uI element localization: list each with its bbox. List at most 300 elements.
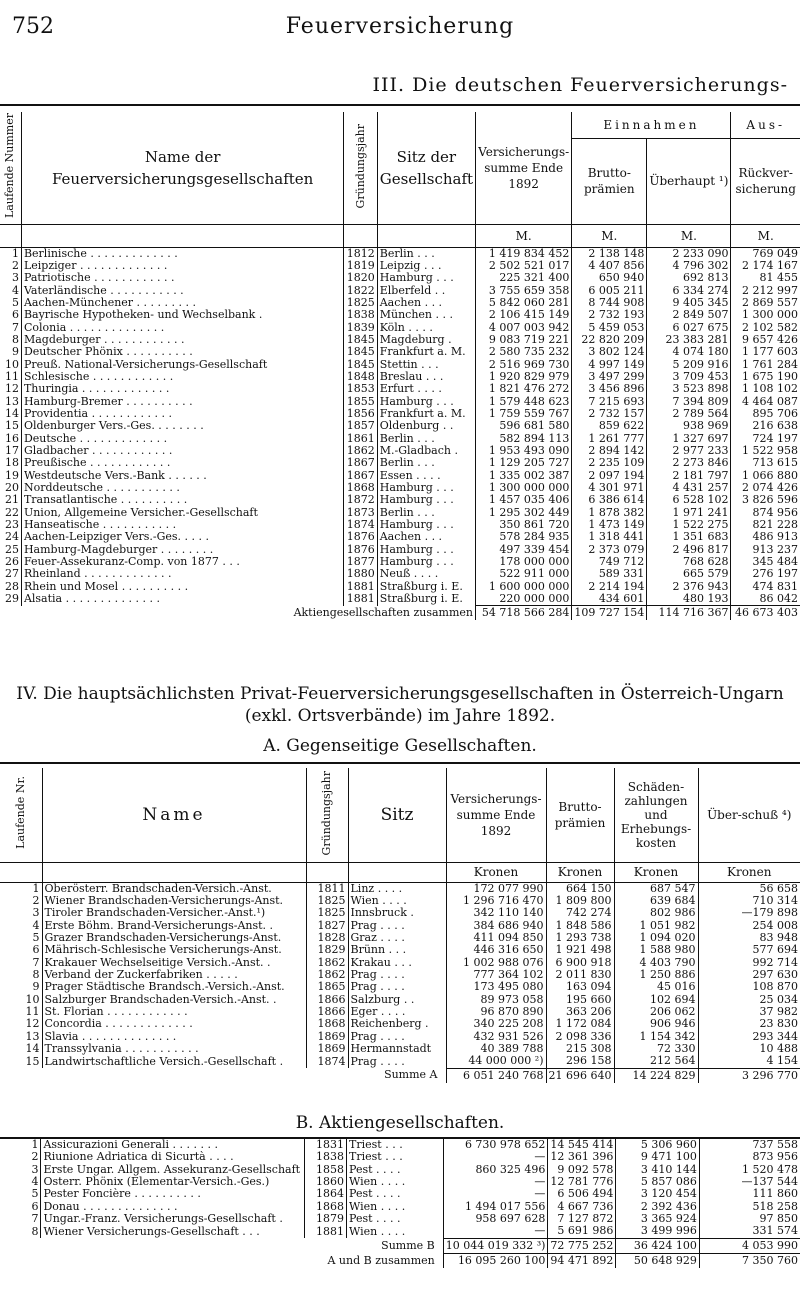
table-cell: 384 686 940: [446, 920, 546, 932]
table-cell: 102 694: [614, 994, 698, 1006]
table-cell: 37 982: [759, 1005, 798, 1018]
table-cell: 12 781 776: [548, 1176, 616, 1188]
table-cell: 96 870 890: [446, 1006, 546, 1018]
table-cell: Berlin . . .: [377, 433, 475, 445]
table-cell: 2 732 157: [572, 408, 647, 420]
total-cell: 54 718 566 284: [476, 606, 572, 621]
table-cell: 28: [0, 581, 21, 593]
table-row: [0, 507, 800, 519]
table-cell: 3 523 898: [647, 383, 731, 395]
table-cell: 578 284 935: [476, 531, 572, 543]
table-row: [0, 359, 800, 371]
section-subtitle-IV: (exkl. Ortsverbände) im Jahre 1892.: [244, 706, 556, 726]
col-header-schaden: Schäden-zahlungen und Erhebungs-kosten: [614, 768, 698, 862]
table-cell: 29: [0, 593, 21, 606]
table-cell: 1825: [344, 297, 377, 309]
table-cell: Providentia . . . . . . . . . . . .: [21, 408, 343, 420]
table-row: [0, 433, 800, 445]
table-cell: 1873: [344, 507, 377, 519]
table-cell: 6 528 102: [647, 494, 731, 506]
table-cell: 895 706: [752, 407, 798, 420]
table-cell: Transsylvania . . . . . . . . . . .: [42, 1043, 306, 1055]
table-cell: 4 301 971: [572, 482, 647, 494]
table-cell: 1811: [306, 882, 348, 895]
table-cell: 11: [0, 371, 21, 383]
table-cell: 2 214 194: [572, 581, 647, 593]
table-cell: 26: [0, 556, 21, 568]
table-cell: 1: [0, 882, 42, 895]
table-cell: 1 094 020: [614, 932, 698, 944]
table-cell: 1860: [305, 1176, 347, 1188]
table-cell: Prag . . . .: [348, 1031, 446, 1043]
table-cell: 913 237: [752, 543, 798, 556]
table-row: [0, 920, 800, 932]
table-cell: 2: [0, 895, 42, 907]
table-cell: 8 744 908: [572, 297, 647, 309]
table-cell: Aachen-Münchener . . . . . . . . .: [21, 297, 343, 309]
table-cell: 4 407 856: [572, 260, 647, 272]
unit-label: M.: [731, 224, 800, 247]
table-cell: Krakauer Wechselseitige Versich.-Anst. .: [42, 957, 306, 969]
table-cell: 178 000 000: [476, 556, 572, 568]
table-cell: Deutsche . . . . . . . . . . . . .: [21, 433, 343, 445]
table-cell: 664 150: [546, 882, 614, 895]
table-cell: 14 545 414: [548, 1138, 616, 1151]
table-cell: 6: [0, 309, 21, 321]
table-cell: 27: [0, 568, 21, 580]
col-header-brutto: Brutto-prämien: [546, 768, 614, 862]
table-cell: 9 657 426: [742, 333, 798, 346]
table-cell: 3 499 996: [616, 1225, 699, 1238]
table-cell: 163 094: [546, 981, 614, 993]
table-cell: 1856: [344, 408, 377, 420]
table-cell: Eger . . . .: [348, 1006, 446, 1018]
table-row: [0, 593, 800, 606]
table-cell: M.-Gladbach .: [377, 445, 475, 457]
table-cell: 2 138 148: [572, 247, 647, 260]
table-cell: 296 158: [546, 1055, 614, 1068]
table-cell: 446 316 650: [446, 944, 546, 956]
table-cell: 173 495 080: [446, 981, 546, 993]
table-row: [0, 494, 800, 506]
table-cell: 1 250 886: [614, 969, 698, 981]
table-cell: 434 601: [572, 593, 647, 606]
table-cell: 2 894 142: [572, 445, 647, 457]
table-row: [0, 907, 800, 919]
table-cell: 22: [0, 507, 21, 519]
table-cell: Hamburg . . .: [377, 396, 475, 408]
table-cell: 9: [0, 346, 21, 358]
table-cell: 1865: [306, 981, 348, 993]
unit-label: Kronen: [698, 862, 800, 882]
table-cell: Frankfurt a. M.: [377, 408, 475, 420]
table-cell: 710 314: [752, 894, 798, 907]
table-cell: 1853: [344, 383, 377, 395]
table-cell: 4 007 003 942: [476, 322, 572, 334]
table-row: [0, 556, 800, 568]
table-cell: Hamburg . . .: [377, 494, 475, 506]
table-cell: 2 496 817: [647, 544, 731, 556]
col-header-rueck: Rückver-sicherung: [731, 138, 800, 224]
table-cell: 1 327 697: [647, 433, 731, 445]
table-row: [0, 445, 800, 457]
table-row: [0, 470, 800, 482]
table-cell: 1 129 205 727: [476, 457, 572, 469]
table-cell: 25: [0, 544, 21, 556]
table-cell: Aachen . . .: [377, 297, 475, 309]
table-cell: 1 761 284: [742, 358, 798, 371]
table-cell: 2 097 194: [572, 470, 647, 482]
table-cell: 1 953 493 090: [476, 445, 572, 457]
table-cell: 1820: [344, 272, 377, 284]
col-header-sum: Versicherungs-summe Ende 1892: [446, 768, 546, 862]
table-cell: 10 488: [759, 1042, 798, 1055]
col-header-year: Gründungsjahr: [344, 112, 377, 224]
table-cell: Prag . . . .: [348, 969, 446, 981]
table-cell: 25 034: [759, 993, 798, 1006]
table-cell: Oldenburg . .: [377, 420, 475, 432]
table-cell: 860 325 496: [443, 1164, 548, 1176]
table-cell: 1881: [305, 1225, 347, 1238]
table-cell: 6 027 675: [647, 322, 731, 334]
table-cell: 2 376 943: [647, 581, 731, 593]
table-cell: 5 842 060 281: [476, 297, 572, 309]
col-header-ueber: Über-schuß ⁴): [698, 768, 800, 862]
table-row: [0, 1031, 800, 1043]
table-cell: 5 209 916: [647, 359, 731, 371]
table-cell: München . . .: [377, 309, 475, 321]
table-cell: 1848: [344, 371, 377, 383]
col-header-sum: Versicherungs-summe Ende 1892: [476, 112, 572, 224]
table-cell: 518 258: [752, 1200, 798, 1213]
table-cell: 7 394 809: [647, 396, 731, 408]
sumA-cell: 3 296 770: [698, 1068, 800, 1083]
sumA-cell: 21 696 640: [546, 1068, 614, 1083]
table-row: [0, 981, 800, 993]
table-row: [0, 1043, 800, 1055]
sumAB-cell: 50 648 929: [616, 1253, 699, 1268]
table-cell: Hamburg . . .: [377, 482, 475, 494]
table-cell: 859 622: [572, 420, 647, 432]
table-cell: 522 911 000: [476, 568, 572, 580]
table-cell: 9 092 578: [548, 1164, 616, 1176]
section-title-A: A. Gegenseitige Gesellschaften.: [263, 736, 537, 756]
table-cell: 9 405 345: [647, 297, 731, 309]
sumB-label: Summe B: [0, 1238, 443, 1253]
table-cell: 6 900 918: [546, 957, 614, 969]
total-cell: 114 716 367: [647, 606, 731, 621]
table-cell: 1867: [344, 470, 377, 482]
unit-blank: [344, 224, 377, 247]
table-row: [0, 531, 800, 543]
table-cell: 6 334 274: [647, 285, 731, 297]
table-cell: 497 339 454: [476, 544, 572, 556]
table-cell: 1880: [344, 568, 377, 580]
table-cell: Hamburg . . .: [377, 544, 475, 556]
table-cell: 749 712: [572, 556, 647, 568]
table-cell: 19: [0, 470, 21, 482]
table-cell: 9 083 719 221: [476, 334, 572, 346]
table-row: [0, 1006, 800, 1018]
table-cell: 10: [0, 994, 42, 1006]
unit-label: M.: [476, 224, 572, 247]
table-cell: Bayrische Hypotheken- und Wechselbank .: [21, 309, 343, 321]
table-cell: 276 197: [752, 568, 798, 581]
table-cell: 1 172 084: [546, 1018, 614, 1030]
table-cell: Aachen-Leipziger Vers.-Ges. . . . .: [21, 531, 343, 543]
table-cell: 1 494 017 556: [443, 1201, 548, 1213]
unit-label: M.: [572, 224, 647, 247]
table-cell: 5 306 960: [616, 1138, 699, 1151]
table-cell: 5: [0, 1188, 41, 1200]
table-cell: 45 016: [614, 981, 698, 993]
table-cell: 2 181 797: [647, 470, 731, 482]
total-cell: 109 727 154: [572, 606, 647, 621]
table-cell: 4 997 149: [572, 359, 647, 371]
sumAB-cell: 94 471 892: [548, 1253, 616, 1268]
table-cell: Graz . . . .: [348, 932, 446, 944]
table-cell: Elberfeld . .: [377, 285, 475, 297]
table-cell: —179 898: [741, 907, 798, 920]
table-cell: 2 977 233: [647, 445, 731, 457]
table-cell: 1876: [344, 531, 377, 543]
table-cell: 769 049: [752, 247, 798, 260]
table-cell: 1827: [306, 920, 348, 932]
table-cell: Krakau . . .: [348, 957, 446, 969]
table-cell: 1867: [344, 457, 377, 469]
table-cell: 2 373 079: [572, 544, 647, 556]
table-cell: Hamburg-Magdeburger . . . . . . . .: [21, 544, 343, 556]
table-cell: Essen . . . .: [377, 470, 475, 482]
table-cell: 1845: [344, 334, 377, 346]
table-cell: 1838: [344, 309, 377, 321]
table-row: [0, 457, 800, 469]
table-row: [0, 1225, 800, 1238]
table-cell: 89 973 058: [446, 994, 546, 1006]
table-cell: Frankfurt a. M.: [377, 346, 475, 358]
table-cell: 1881: [344, 581, 377, 593]
table-cell: 1 520 478: [742, 1163, 798, 1176]
table-cell: Tiroler Brandschaden-Versicher.-Anst.¹): [42, 907, 306, 919]
table-cell: Thuringia . . . . . . . . . . . . .: [21, 383, 343, 395]
table-cell: Prag . . . .: [348, 920, 446, 932]
table-cell: 7: [0, 322, 21, 334]
table-cell: 480 193: [647, 593, 731, 606]
table-row: [0, 309, 800, 321]
table-cell: 1 335 002 387: [476, 470, 572, 482]
table-cell: 56 658: [759, 882, 798, 895]
table-cell: 577 694: [752, 944, 798, 957]
table-cell: 4 464 087: [742, 395, 798, 408]
table-cell: 906 946: [614, 1018, 698, 1030]
table-cell: Stettin . . .: [377, 359, 475, 371]
table-body-A: [0, 882, 800, 1068]
table-cell: 1 154 342: [614, 1031, 698, 1043]
table-cell: Prag . . . .: [348, 981, 446, 993]
table-cell: Westdeutsche Vers.-Bank . . . . . .: [21, 470, 343, 482]
table-cell: 3 365 924: [616, 1213, 699, 1225]
table-cell: 10: [0, 359, 21, 371]
table-cell: 1 675 190: [742, 370, 798, 383]
table-cell: Brünn . . .: [348, 944, 446, 956]
table-cell: 3 497 299: [572, 371, 647, 383]
table-cell: 742 274: [546, 907, 614, 919]
table-row: [0, 932, 800, 944]
table-cell: 4: [0, 285, 21, 297]
table-cell: 8: [0, 1225, 41, 1238]
table-cell: —: [443, 1151, 548, 1163]
unit-blank: [42, 862, 306, 882]
table-cell: 14: [0, 408, 21, 420]
table-row: [0, 482, 800, 494]
table-cell: Landwirtschaftliche Versich.-Gesellschaft .: [42, 1055, 306, 1068]
total-label: Aktiengesellschaften zusammen: [0, 606, 476, 621]
table-cell: 486 913: [752, 531, 798, 544]
table-cell: —: [443, 1188, 548, 1200]
table-cell: 1: [0, 1138, 41, 1151]
table-cell: 1825: [306, 907, 348, 919]
table-cell: Straßburg i. E.: [377, 581, 475, 593]
table-cell: 665 579: [647, 568, 731, 580]
table-cell: Pest . . . .: [347, 1213, 444, 1225]
table-cell: Union, Allgemeine Versicher.-Gesellschaft: [21, 507, 343, 519]
table-cell: 3 709 453: [647, 371, 731, 383]
table-cell: 1 293 738: [546, 932, 614, 944]
table-row: [0, 544, 800, 556]
table-cell: 16: [0, 433, 21, 445]
table-cell: Mährisch-Schlesische Versicherungs-Anst.: [42, 944, 306, 956]
rule-A: [0, 762, 800, 764]
table-cell: Vaterländische . . . . . . . . . . .: [21, 285, 343, 297]
table-cell: 821 228: [752, 519, 798, 532]
table-cell: 1857: [344, 420, 377, 432]
table-row: [0, 322, 800, 334]
table-cell: Leipzig . . .: [377, 260, 475, 272]
table-cell: 7 127 872: [548, 1213, 616, 1225]
table-cell: Breslau . . .: [377, 371, 475, 383]
table-row: [0, 957, 800, 969]
unit-label: Kronen: [614, 862, 698, 882]
table-cell: 12: [0, 1018, 42, 1030]
table-cell: 172 077 990: [446, 882, 546, 895]
table-cell: 596 681 580: [476, 420, 572, 432]
sumA-cell: 6 051 240 768: [446, 1068, 546, 1083]
table-cell: Hamburg . . .: [377, 272, 475, 284]
table-cell: 874 956: [752, 506, 798, 519]
table-cell: Straßburg i. E.: [377, 593, 475, 606]
table-cell: St. Florian . . . . . . . . . . . .: [42, 1006, 306, 1018]
table-cell: 21: [0, 494, 21, 506]
table-cell: Salzburger Brandschaden-Versich.-Anst. .: [42, 994, 306, 1006]
table-row: [0, 272, 800, 284]
table-cell: 692 813: [647, 272, 731, 284]
table-cell: Feuer-Assekuranz-Comp. von 1877 . . .: [21, 556, 343, 568]
table-cell: 2 732 193: [572, 309, 647, 321]
table-cell: 2 392 436: [616, 1201, 699, 1213]
table-cell: 1868: [344, 482, 377, 494]
table-cell: 713 615: [752, 457, 798, 470]
table-cell: 1 522 275: [647, 519, 731, 531]
table-cell: Köln . . . .: [377, 322, 475, 334]
table-cell: 6: [0, 944, 42, 956]
table-cell: 20: [0, 482, 21, 494]
table-cell: Berlin . . .: [377, 247, 475, 260]
table-row: [0, 969, 800, 981]
table-cell: 97 850: [759, 1213, 798, 1226]
table-cell: 2 074 426: [742, 482, 798, 495]
table-cell: 23: [0, 519, 21, 531]
table-cell: —: [443, 1176, 548, 1188]
table-cell: 6 005 211: [572, 285, 647, 297]
col-header-name: Name: [42, 768, 306, 862]
table-cell: 938 969: [647, 420, 731, 432]
table-cell: 1874: [306, 1055, 348, 1068]
table-cell: 432 931 526: [446, 1031, 546, 1043]
sumB-cell: 72 775 252: [548, 1238, 616, 1253]
unit-label: Kronen: [546, 862, 614, 882]
col-header-sitz: Sitz: [348, 768, 446, 862]
table-cell: 1868: [305, 1201, 347, 1213]
table-row: [0, 383, 800, 395]
table-cell: 1868: [306, 1018, 348, 1030]
table-cell: 724 197: [752, 432, 798, 445]
table-cell: 589 331: [572, 568, 647, 580]
table-cell: 195 660: [546, 994, 614, 1006]
table-cell: 17: [0, 445, 21, 457]
table-cell: 1 419 834 452: [476, 247, 572, 260]
table-cell: 13: [0, 1031, 42, 1043]
table-cell: 4 154: [766, 1055, 798, 1068]
table-cell: 212 564: [614, 1055, 698, 1068]
table-cell: 1 108 102: [742, 383, 798, 396]
table-cell: 1 295 302 449: [476, 507, 572, 519]
table-cell: 768 628: [647, 556, 731, 568]
table-cell: Verband der Zuckerfabriken . . . . .: [42, 969, 306, 981]
table-cell: —137 544: [741, 1176, 798, 1189]
table-cell: Wien . . . .: [347, 1176, 444, 1188]
table-cell: 1812: [344, 247, 377, 260]
table-cell: Schlesische . . . . . . . . . . . .: [21, 371, 343, 383]
table-cell: 2 106 415 149: [476, 309, 572, 321]
table-row: [0, 1213, 800, 1225]
sumAB-label: A und B zusammen: [0, 1253, 443, 1268]
table-cell: 2 273 846: [647, 457, 731, 469]
col-header-nr: Laufende Nr.: [0, 768, 42, 862]
table-cell: Donau . . . . . . . . . . . . . .: [41, 1201, 305, 1213]
table-cell: 1876: [344, 544, 377, 556]
table-cell: Triest . . .: [347, 1151, 444, 1163]
table-cell: 1862: [306, 957, 348, 969]
table-cell: 873 956: [752, 1151, 798, 1164]
sumB-cell: 4 053 990: [699, 1238, 800, 1253]
unit-blank: [0, 224, 21, 247]
table-cell: Erste Böhm. Brand-Versicherungs-Anst. .: [42, 920, 306, 932]
table-cell: 1874: [344, 519, 377, 531]
table-cell: 1: [0, 247, 21, 260]
table-cell: Concordia . . . . . . . . . . . . .: [42, 1018, 306, 1030]
table-cell: Berlinische . . . . . . . . . . . . .: [21, 247, 343, 260]
table-cell: 5 459 053: [572, 322, 647, 334]
table-cell: Gladbacher . . . . . . . . . . . .: [21, 445, 343, 457]
table-cell: 4 796 302: [647, 260, 731, 272]
table-cell: Wien . . . .: [347, 1225, 444, 1238]
table-cell: 802 986: [614, 907, 698, 919]
table-cell: 220 000 000: [476, 593, 572, 606]
table-row: [0, 1151, 800, 1163]
table-cell: 1 051 982: [614, 920, 698, 932]
section-title-IV: IV. Die hauptsächlichsten Privat-Feuerversicherungsgesellschaften in Österreich-Ungarn: [16, 684, 784, 704]
table-cell: 1845: [344, 359, 377, 371]
